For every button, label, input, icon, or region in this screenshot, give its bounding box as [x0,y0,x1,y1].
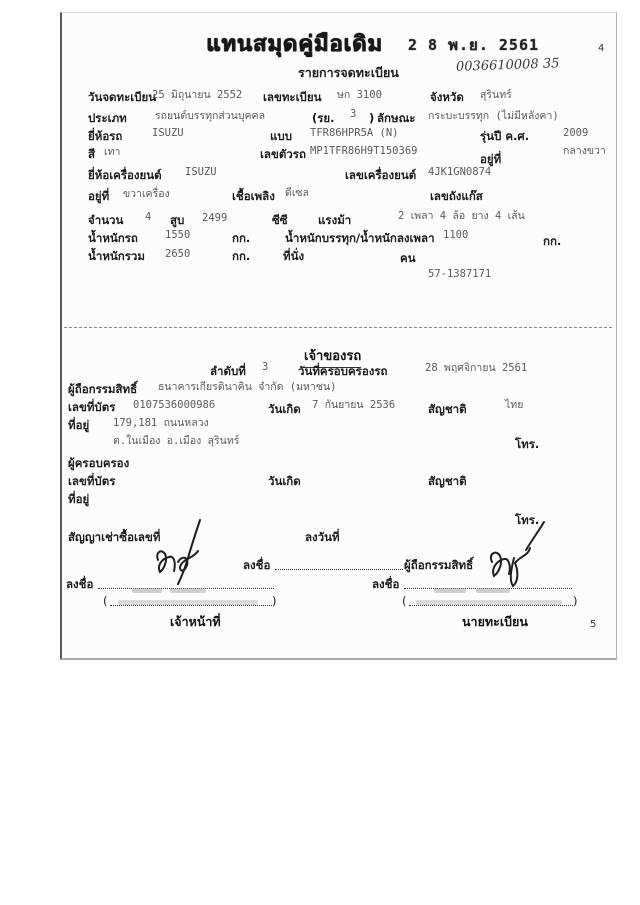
registrar-name-paren-close: ) [573,594,578,608]
color-label: สี [88,147,96,161]
holder-sign-label: ลงชื่อ [243,558,271,572]
holder-id-label: เลขที่บัตร [68,400,116,414]
plate-label: เลขทะเบียน [263,90,322,104]
year-label: รุ่นปี ค.ศ. [480,129,530,143]
officer-name-paren-close: ) [272,594,277,608]
engine-brand-label: ยี่ห้อเครื่องยนต์ [88,168,162,182]
stamp-date: 2 8 พ.ย. 2561 [408,36,540,54]
brand-label: ยี่ห้อรถ [88,129,123,143]
handwritten-code: 0036610008 35 [455,56,560,75]
weight-unit: กก. [232,231,251,245]
registrar-role: นายทะเบียน [462,614,528,629]
count-label: จำนวน [88,213,124,227]
possessor-address-label: ที่อยู่ [68,492,90,506]
engine-location-value: ขวาเครื่อง [123,188,170,200]
holder-id-value: 0107536000986 [133,399,216,411]
cylinders-label: สูบ [170,213,185,227]
gross-value: 2650 [165,248,191,260]
weight-label: น้ำหนักรถ [88,231,138,245]
year-value: 2009 [563,127,589,139]
engine-location-label: อยู่ที่ [88,189,110,203]
possessor-phone-label: โทร. [515,513,540,527]
holder-sign-role: ผู้ถือกรรมสิทธิ์ [404,558,474,572]
holder-sign-line [275,569,403,570]
registrar-sign-label: ลงชื่อ [372,577,400,591]
holder-phone-label: โทร. [515,437,540,451]
owner-section-title: เจ้าของรถ [304,345,361,368]
cc-value: 2499 [202,212,228,224]
hp-label: แรงม้า [318,213,352,227]
possessor-label: ผู้ครอบครอง [68,456,130,470]
officer-sign-label: ลงชื่อ [66,577,94,591]
engine-no-value: 4JK1GN0874 [428,166,492,178]
body-value: กระบะบรรทุก (ไม่มีหลังคา) [428,110,559,122]
load-label: น้ำหนักบรรทุก/น้ำหนักลงเพลา [285,231,435,245]
holder-address-line2: ต.ในเมือง อ.เมือง สุรินทร์ [113,435,240,447]
gas-tank-label: เลขถังแก๊ส [430,189,483,203]
page-number-top: 4 [598,43,605,54]
page-number-bottom: 5 [590,619,597,630]
officer-name-stamp [112,586,268,610]
chassis-location-label: อยู่ที่ [480,152,502,166]
cylinders-value: 4 [145,211,152,223]
contract-date-label: ลงวันที่ [305,530,340,544]
seats-label: ที่นั่ง [283,249,305,263]
possessor-birth-date-label: วันเกิด [268,474,301,488]
class-prefix: (รย. [312,111,335,125]
possession-date-value: 28 พฤศจิกายน 2561 [425,362,528,374]
plate-value: ษก 3100 [337,89,382,101]
body-label: ลักษณะ [377,111,416,125]
engine-brand-value: ISUZU [185,166,217,178]
holder-nationality-value: ไทย [505,399,524,411]
holder-nationality-label: สัญชาติ [428,402,467,416]
contract-label: สัญญาเช่าซื้อเลขที่ [68,530,161,544]
model-value: TFR86HPR5A (N) [310,127,399,139]
officer-name-paren-open: ( [103,594,108,608]
gross-label: น้ำหนักรวม [88,249,145,263]
model-label: แบบ [270,129,293,143]
holder-address-label: ที่อยู่ [68,418,90,432]
chassis-location-value: กลางขวา [563,145,606,157]
color-value: เทา [104,146,121,158]
officer-signature [148,518,212,586]
province-label: จังหวัด [430,90,464,104]
brand-value: ISUZU [152,127,184,139]
title-holder-value: ธนาคารเกียรตินาคิน จำกัด (มหาชน) [158,381,337,393]
load-unit: กก. [543,234,562,248]
registrar-name-paren-open: ( [402,594,407,608]
fuel-value: ดีเซล [285,187,309,199]
possessor-id-label: เลขที่บัตร [68,474,116,488]
section-title-registration: รายการจดทะเบียน [298,65,399,80]
chassis-value: MP1TFR86H9T150369 [310,145,418,157]
type-label: ประเภท [88,111,127,125]
type-value: รถยนต์บรรทุกส่วนบุคคล [155,110,265,122]
seats-unit: คน [400,251,416,265]
load-value: 1100 [443,229,469,241]
title-holder-label: ผู้ถือกรรมสิทธิ์ [68,382,138,396]
holder-birth-date-value: 7 กันยายน 2536 [312,399,396,411]
officer-role: เจ้าหน้าที่ [170,614,221,629]
class-suffix: ) [369,111,375,125]
gross-unit: กก. [232,249,251,263]
reference-number: 57-1387171 [428,268,492,280]
axles-wheels-value: 2 เพลา 4 ล้อ ยาง 4 เส้น [398,210,525,222]
reg-date-label: วันจดทะเบียน [88,90,157,104]
weight-value: 1550 [165,229,191,241]
possessor-nationality-label: สัญชาติ [428,474,467,488]
possession-date-label: วันที่ครอบครองรถ [298,364,388,378]
holder-birth-date-label: วันเกิด [268,402,301,416]
replacement-book-stamp: แทนสมุดคู่มือเดิม [206,32,383,57]
registrar-signature [480,518,550,590]
order-label: ลำดับที่ [210,364,246,378]
holder-address-line1: 179,181 ถนนหลวง [113,417,209,429]
reg-date-value: 25 มิถุนายน 2552 [152,89,243,101]
chassis-label: เลขตัวรถ [260,147,306,161]
order-value: 3 [262,361,269,373]
engine-no-label: เลขเครื่องยนต์ [345,168,417,182]
cc-label: ซีซี [272,213,288,227]
class-value: 3 [350,108,357,120]
province-value: สุรินทร์ [480,89,512,101]
perforation-line [64,327,612,328]
fuel-label: เชื้อเพลิง [232,189,275,203]
